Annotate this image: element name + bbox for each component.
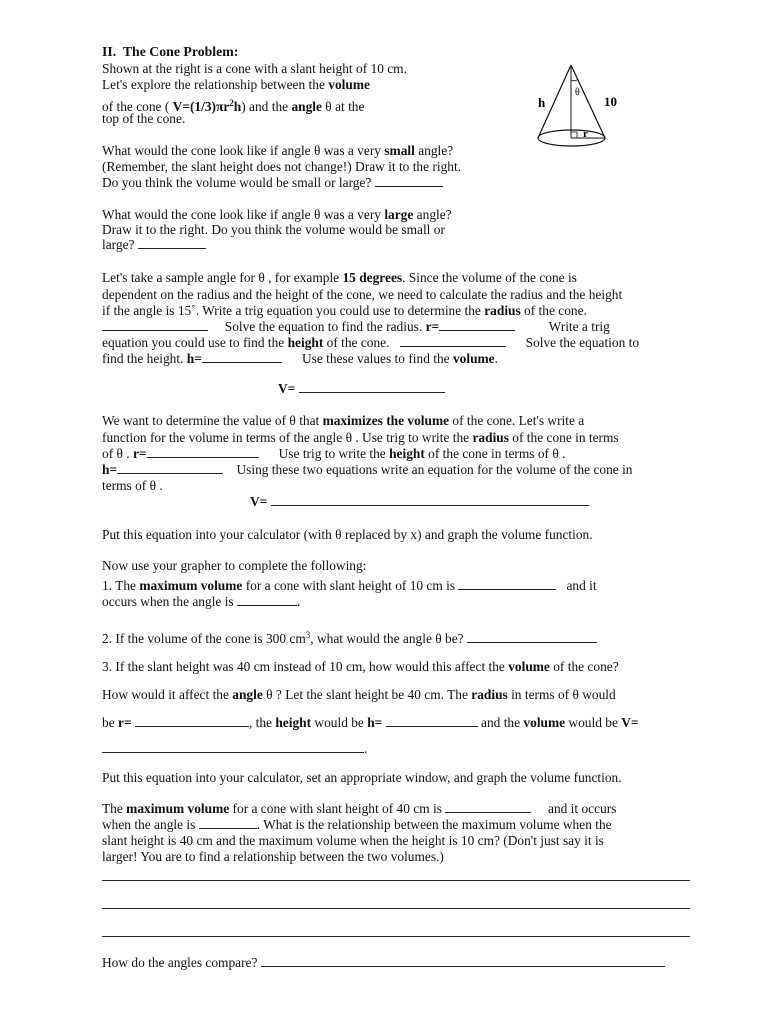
sample-line-5: equation you could use to find the height of the cone. Solve the equation to <box>102 335 640 350</box>
radius-40-blank[interactable] <box>135 715 249 727</box>
large-angle-line-3: large? <box>102 237 206 253</box>
sample-line-3: if the angle is 15˚. Write a trig equation you could use to determine the radius of the cone. <box>102 303 587 318</box>
cone-figure <box>528 58 628 158</box>
question-2: 2. If the volume of the cone is 300 $cm^3$, what would the angle θ be? <box>102 627 597 647</box>
small-angle-line-3: Do you think the volume would be small or large? <box>102 175 443 191</box>
volume-theta-line: V= <box>250 494 589 510</box>
maximize-line-1: We want to determine the value of θ that maximizes the volume of the cone. Let's write a <box>102 413 585 428</box>
question-3-line-2: How would it affect the angle θ ? Let the slant height be 40 cm. The radius in terms of θ would <box>102 687 616 702</box>
radius-value-blank[interactable] <box>439 319 515 331</box>
sample-line-2: dependent on the radius and the height of the cone, we need to calculate the radius and the height <box>102 287 623 302</box>
sample-volume-line: V= <box>278 381 445 397</box>
label-h: h <box>538 95 546 110</box>
angles-compare-line: How do the angles compare? <box>102 955 665 971</box>
answer-line-2[interactable] <box>102 908 690 909</box>
intro-line-3: of the cone ( $V=(1/3)\pi r^2h$) and the angle θ at the <box>102 98 365 114</box>
intro-line-4: top of the cone. <box>102 111 186 126</box>
section-number: II. <box>102 44 117 59</box>
small-angle-line-2: (Remember, the slant height does not change!) Draw it to the right. <box>102 159 462 174</box>
angle-300-blank[interactable] <box>467 631 597 643</box>
maximize-line-4: h= Using these two equations write an equation for the volume of the cone in <box>102 462 633 477</box>
radius-theta-blank[interactable] <box>147 446 259 458</box>
height-40-blank[interactable] <box>386 715 478 727</box>
section-title <box>102 44 238 60</box>
question-3-line-1: 3. If the slant height was 40 cm instead of 10 cm, how would this affect the volume of the cone? <box>102 659 619 674</box>
answer-line-1[interactable] <box>102 880 690 881</box>
max-volume-40-blank[interactable] <box>445 801 531 813</box>
height-equation-blank[interactable] <box>400 335 506 347</box>
question-3-line-4: . <box>102 741 367 757</box>
section-title-text: The Cone Problem: <box>122 44 239 59</box>
radius-equation-blank[interactable] <box>102 319 208 331</box>
sample-line-1: Let's take a sample angle for θ , for example 15 degrees. Since the volume of the cone is <box>102 270 577 285</box>
calculator-instruction: Put this equation into your calculator (with θ replaced by x) and graph the volume function. <box>102 527 593 542</box>
label-theta: θ <box>575 87 580 98</box>
final-line-1: The maximum volume for a cone with slant height of 40 cm is and it occurs <box>102 801 617 816</box>
final-line-3: slant height is 40 cm and the maximum volume when the height is 10 cm? (Don't just say it is <box>102 833 604 848</box>
volume-formula: V=(1/3)πr <box>172 99 230 114</box>
question-3-line-3: be r= , the height would be h= and the volume would be V= <box>102 715 639 730</box>
question-1-line-1: 1. The maximum volume for a cone with slant height of 10 cm is and it <box>102 578 597 593</box>
volume-40-blank[interactable] <box>102 741 364 753</box>
maximize-line-3: of θ . r= Use trig to write the height of the cone in terms of θ . <box>102 446 566 461</box>
sample-volume-blank[interactable] <box>299 381 445 393</box>
height-theta-blank[interactable] <box>117 462 223 474</box>
max-volume-10-blank[interactable] <box>458 578 556 590</box>
final-line-4: larger! You are to find a relationship between the two volumes.) <box>102 849 444 864</box>
question-1-line-2: occurs when the angle is . <box>102 594 301 609</box>
max-angle-40-blank[interactable] <box>199 817 257 829</box>
calculator-instruction-2: Put this equation into your calculator, set an appropriate window, and graph the volume function. <box>102 770 622 785</box>
maximize-line-2: function for the volume in terms of the angle θ . Use trig to write the radius of the cone in terms <box>102 430 619 445</box>
small-volume-answer-blank[interactable] <box>375 175 443 187</box>
large-volume-answer-blank[interactable] <box>138 237 206 249</box>
sample-line-4: Solve the equation to find the radius. r= Write a trig <box>102 319 610 335</box>
intro-line-1: Shown at the right is a cone with a slant height of 10 cm. <box>102 61 407 76</box>
label-slant: 10 <box>604 94 617 109</box>
large-angle-line-1: What would the cone look like if angle θ was a very large angle? <box>102 207 452 222</box>
final-line-2: when the angle is . What is the relationship between the maximum volume when the <box>102 817 612 832</box>
height-value-blank[interactable] <box>202 351 282 363</box>
maximize-line-5: terms of θ . <box>102 478 163 493</box>
grapher-instruction: Now use your grapher to complete the following: <box>102 558 367 573</box>
large-angle-line-2: Draw it to the right. Do you think the volume would be small or <box>102 222 445 237</box>
small-angle-line-1: What would the cone look like if angle θ was a very small angle? <box>102 143 454 158</box>
angles-compare-blank[interactable] <box>261 955 665 967</box>
label-r: r <box>583 128 588 140</box>
intro-line-2: Let's explore the relationship between the volume <box>102 77 370 92</box>
sample-line-6: find the height. h= Use these values to find the volume. <box>102 351 498 366</box>
answer-line-3[interactable] <box>102 936 690 937</box>
volume-theta-blank[interactable] <box>271 494 589 506</box>
max-angle-10-blank[interactable] <box>237 594 297 606</box>
